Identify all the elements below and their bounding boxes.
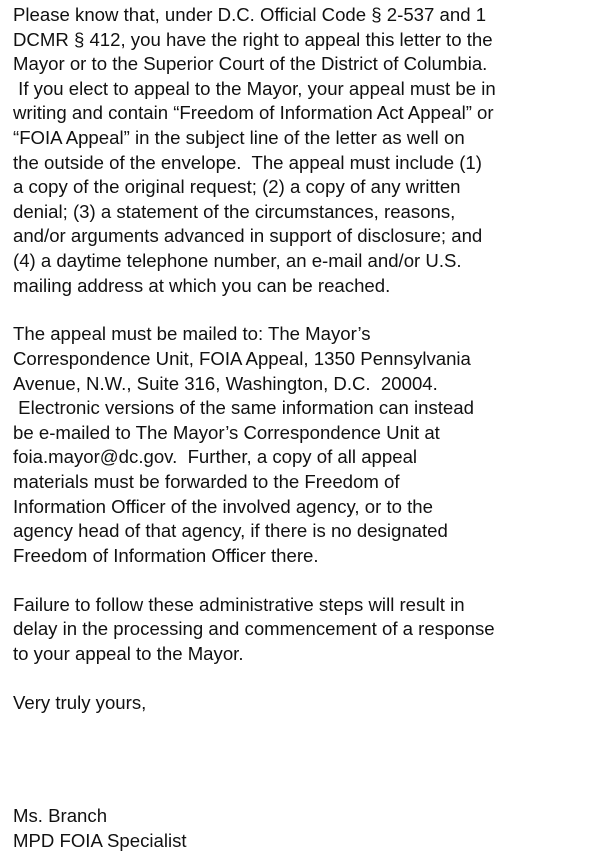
- signer-title: MPD FOIA Specialist: [13, 830, 187, 851]
- paragraph-2-line-8: Information Officer of the involved agency, or to the: [13, 496, 433, 517]
- paragraph-2-line-6: foia.mayor@dc.gov. Further, a copy of all appeal: [13, 446, 418, 467]
- paragraph-1-line-5: writing and contain “Freedom of Information Act Appeal” or: [13, 102, 494, 123]
- paragraph-1-line-11: (4) a daytime telephone number, an e-mail and/or U.S.: [13, 250, 462, 271]
- paragraph-2-line-5: be e-mailed to The Mayor’s Correspondence Unit at: [13, 422, 440, 443]
- paragraph-1-line-6: “FOIA Appeal” in the subject line of the letter as well on: [13, 127, 465, 148]
- paragraph-1-line-9: denial; (3) a statement of the circumstances, reasons,: [13, 201, 456, 222]
- paragraph-2-line-4: Electronic versions of the same information can instead: [13, 397, 474, 418]
- paragraph-1-line-10: and/or arguments advanced in support of disclosure; and: [13, 225, 483, 246]
- paragraph-1-line-1: Please know that, under D.C. Official Code § 2-537 and 1: [13, 4, 487, 25]
- paragraph-2-line-2: Correspondence Unit, FOIA Appeal, 1350 Pennsylvania: [13, 348, 471, 369]
- paragraph-2-line-7: materials must be forwarded to the Freedom of: [13, 471, 400, 492]
- paragraph-2-line-10: Freedom of Information Officer there.: [13, 545, 319, 566]
- paragraph-1-line-3: Mayor or to the Superior Court of the District of Columbia.: [13, 53, 488, 74]
- paragraph-1-line-2: DCMR § 412, you have the right to appeal this letter to the: [13, 29, 493, 50]
- paragraph-3-line-3: to your appeal to the Mayor.: [13, 643, 244, 664]
- paragraph-1-line-8: a copy of the original request; (2) a copy of any written: [13, 176, 461, 197]
- paragraph-2-line-3: Avenue, N.W., Suite 316, Washington, D.C. 20004.: [13, 373, 438, 394]
- paragraph-1-line-4: If you elect to appeal to the Mayor, your appeal must be in: [13, 78, 496, 99]
- signer-name: Ms. Branch: [13, 805, 108, 826]
- closing-line: Very truly yours,: [13, 692, 147, 713]
- paragraph-3-line-2: delay in the processing and commencement of a response: [13, 618, 495, 639]
- paragraph-2-line-9: agency head of that agency, if there is no designated: [13, 520, 448, 541]
- paragraph-1-line-12: mailing address at which you can be reached.: [13, 275, 391, 296]
- paragraph-2-line-1: The appeal must be mailed to: The Mayor’s: [13, 323, 371, 344]
- paragraph-1-line-7: the outside of the envelope. The appeal must include (1): [13, 152, 482, 173]
- paragraph-3-line-1: Failure to follow these administrative steps will result in: [13, 594, 465, 615]
